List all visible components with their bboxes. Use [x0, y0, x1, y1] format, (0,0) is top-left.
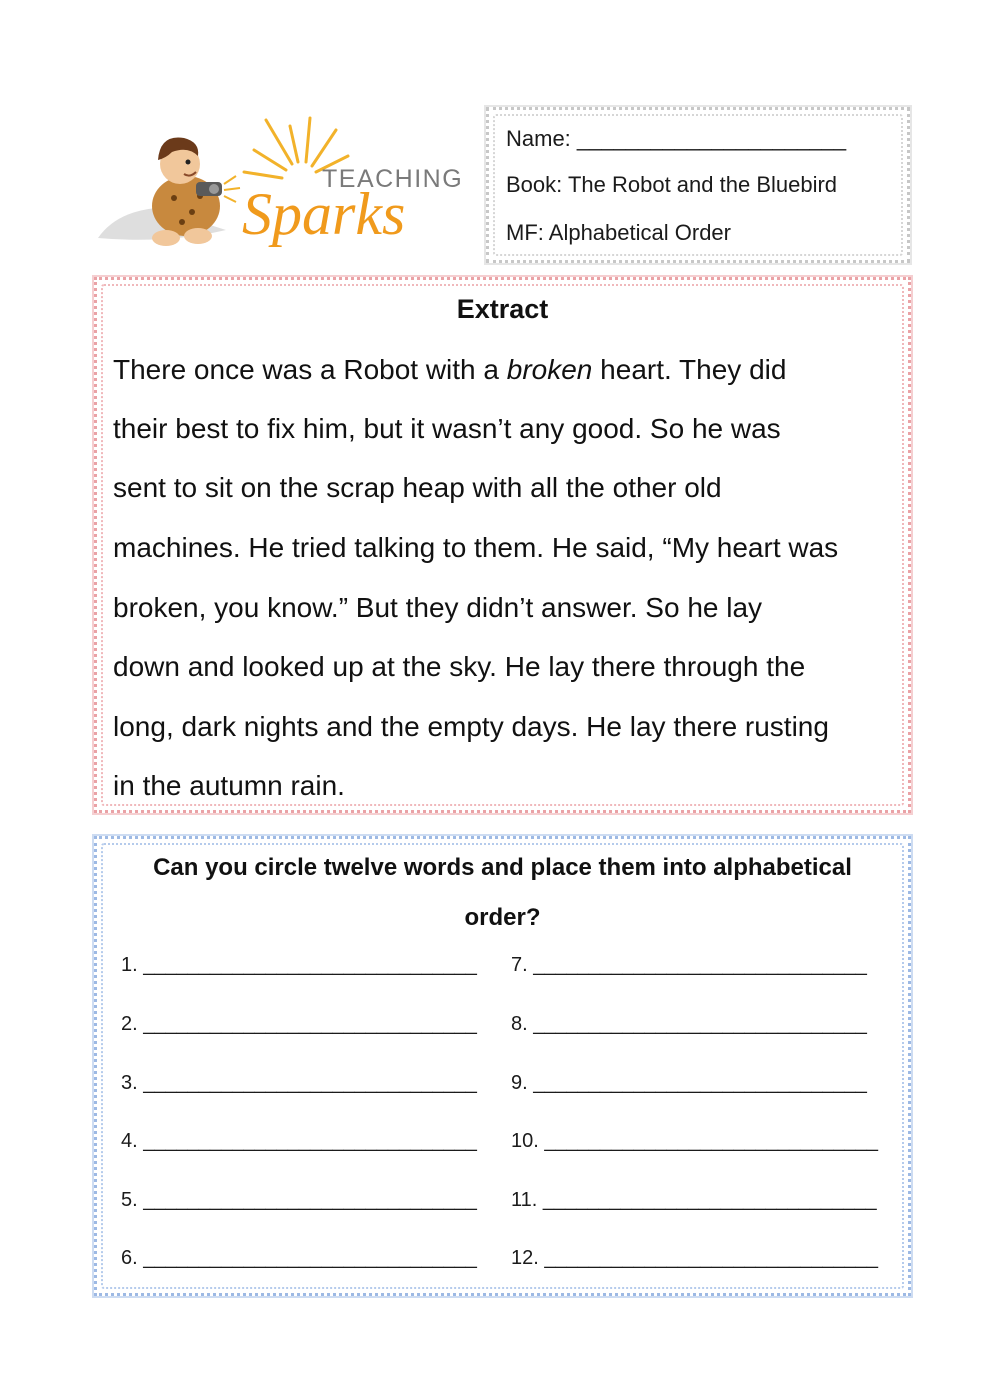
logo-word-sparks: Sparks	[242, 181, 406, 247]
mf-topic: MF: Alphabetical Order	[506, 220, 731, 245]
teaching-sparks-logo	[96, 112, 468, 262]
answer-line-8[interactable]: 8. ______________________________	[511, 1013, 867, 1035]
extract-title: Extract	[456, 294, 549, 324]
extract-line: machines. He tried talking to them. He said, “My heart was	[113, 532, 839, 563]
answer-line-11[interactable]: 11. ______________________________	[511, 1189, 877, 1211]
answer-line-2[interactable]: 2. ______________________________	[121, 1013, 477, 1035]
extract-line: There once was a Robot with a broken heart. They did	[113, 354, 787, 385]
task-question-line2: order?	[464, 904, 541, 931]
answer-line-3[interactable]: 3. ______________________________	[121, 1072, 477, 1094]
info-box	[486, 107, 910, 263]
answer-line-1[interactable]: 1. ______________________________	[121, 954, 477, 976]
answer-line-5[interactable]: 5. ______________________________	[121, 1189, 477, 1211]
extract-line: in the autumn rain.	[113, 770, 345, 801]
caveman-icon	[152, 137, 240, 246]
extract-line: long, dark nights and the empty days. He lay there rusting	[113, 711, 829, 742]
name-field[interactable]: Name: ______________________	[506, 126, 847, 151]
extract-line: their best to fix him, but it wasn’t any good. So he was	[113, 413, 781, 444]
extract-line: sent to sit on the scrap heap with all the other old	[113, 472, 722, 503]
answer-line-4[interactable]: 4. ______________________________	[121, 1130, 477, 1152]
answer-line-6[interactable]: 6. ______________________________	[121, 1247, 477, 1269]
answer-line-10[interactable]: 10. ______________________________	[511, 1130, 879, 1152]
logo-word-teaching: TEACHING	[322, 165, 464, 193]
extract-box	[94, 277, 911, 813]
task-box	[94, 836, 911, 1296]
task-question-line1: Can you circle twelve words and place them into alphabetical	[153, 854, 852, 881]
answer-line-7[interactable]: 7. ______________________________	[511, 954, 867, 976]
extract-line: broken, you know.” But they didn’t answer. So he lay	[113, 592, 763, 623]
italic-word: broken	[506, 354, 593, 385]
answer-line-9[interactable]: 9. ______________________________	[511, 1072, 867, 1094]
answer-line-12[interactable]: 12. ______________________________	[511, 1247, 879, 1269]
extract-line: down and looked up at the sky. He lay there through the	[113, 651, 806, 682]
book-title: Book: The Robot and the Bluebird	[506, 172, 838, 197]
